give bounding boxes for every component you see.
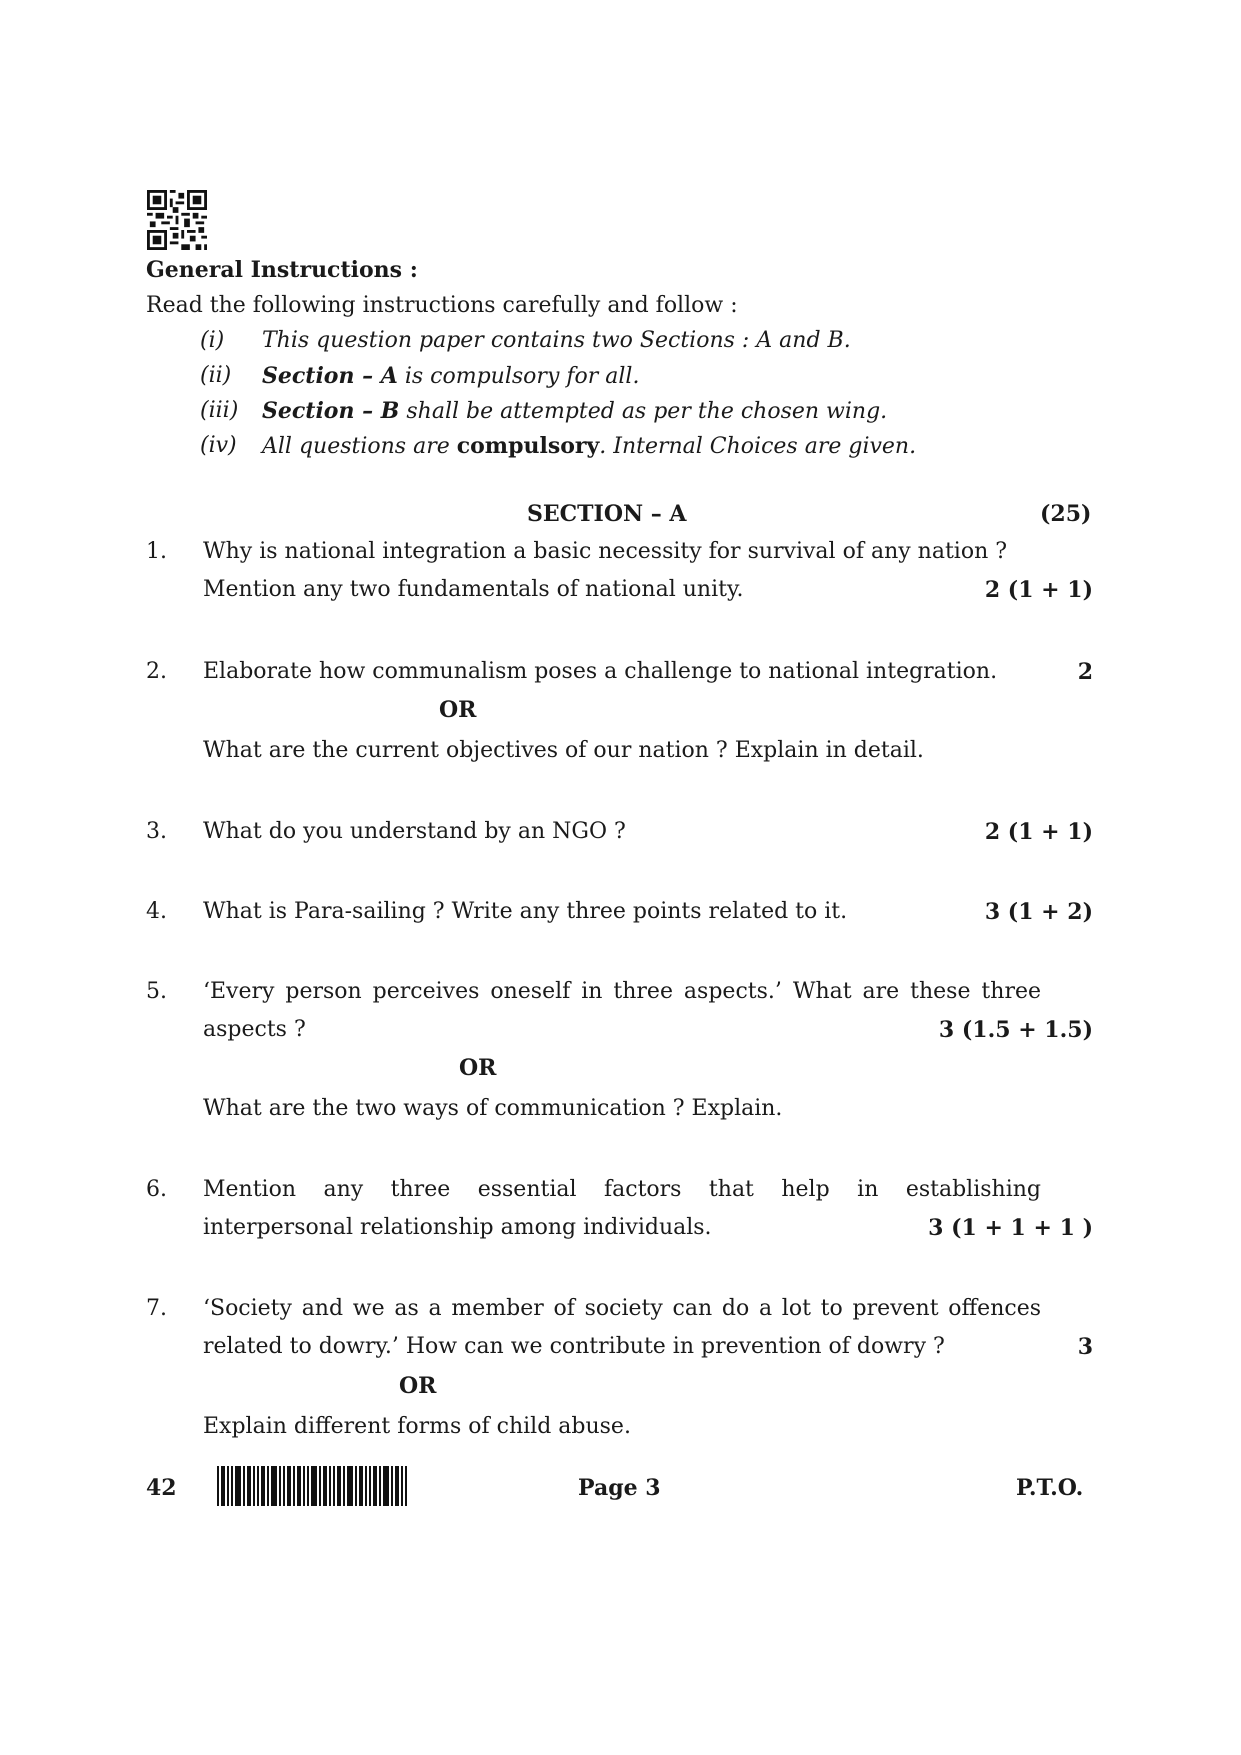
question-text: ‘Society and we as a member of society can do a lot to prevent offences — [203, 1296, 1041, 1321]
question-text: ‘Every person perceives oneself in three aspects.’ What are these three — [203, 979, 1041, 1004]
instruction-text: shall be attempted as per the chosen wing. — [399, 399, 888, 424]
question-marks: 3 (1 + 1 + 1 ) — [928, 1215, 1093, 1241]
question-text: related to dowry.’ How can we contribute in prevention of dowry ? — [203, 1334, 945, 1359]
question-marks: 3 (1.5 + 1.5) — [938, 1017, 1093, 1043]
instruction-bold: Section – B — [262, 398, 400, 424]
section-title: SECTION – A — [527, 501, 687, 527]
instructions-title: General Instructions : — [146, 257, 418, 283]
instruction-number: (iii) — [200, 398, 239, 423]
page-number: Page 3 — [578, 1475, 661, 1501]
qr-code — [146, 190, 208, 250]
instruction-text: All questions are — [262, 434, 457, 459]
question-alternative: What are the current objectives of our nation ? Explain in detail. — [203, 738, 924, 763]
paper-code: 42 — [146, 1475, 177, 1501]
pto-label: P.T.O. — [1016, 1475, 1084, 1501]
question-number: 7. — [146, 1296, 167, 1321]
question-text: What do you understand by an NGO ? — [203, 819, 626, 844]
question-text: interpersonal relationship among individuals. — [203, 1215, 712, 1240]
question-text: What is Para-sailing ? Write any three points related to it. — [203, 899, 848, 924]
question-marks: 3 (1 + 2) — [984, 899, 1093, 925]
instruction-number: (i) — [200, 328, 225, 353]
question-marks: 3 — [1077, 1334, 1093, 1360]
or-divider: OR — [439, 697, 477, 723]
question-alternative: Explain different forms of child abuse. — [203, 1414, 631, 1439]
question-number: 6. — [146, 1177, 167, 1202]
instructions-lead: Read the following instructions carefully and follow : — [146, 293, 738, 318]
instruction-text: is compulsory for all. — [397, 364, 640, 389]
instruction-bold: Section – A — [262, 363, 398, 389]
question-text: Why is national integration a basic necessity for survival of any nation ? — [203, 539, 1008, 564]
instruction-text: This question paper contains two Sections : A and B. — [262, 328, 851, 353]
question-marks: 2 (1 + 1) — [984, 577, 1093, 603]
question-text: Mention any two fundamentals of national unity. — [203, 577, 744, 602]
question-text: Mention any three essential factors that help in establishing — [203, 1177, 1041, 1202]
barcode — [217, 1466, 407, 1506]
or-divider: OR — [399, 1373, 437, 1399]
question-number: 3. — [146, 819, 167, 844]
question-marks: 2 (1 + 1) — [984, 819, 1093, 845]
question-number: 1. — [146, 539, 167, 564]
question-text: aspects ? — [203, 1017, 306, 1042]
instruction-text: . Internal Choices are given. — [599, 434, 917, 459]
question-alternative: What are the two ways of communication ? Explain. — [203, 1096, 783, 1121]
section-marks: (25) — [1040, 501, 1092, 527]
question-text: Elaborate how communalism poses a challenge to national integration. — [203, 659, 998, 684]
or-divider: OR — [459, 1055, 497, 1081]
question-number: 5. — [146, 979, 167, 1004]
instruction-number: (iv) — [200, 433, 237, 458]
instruction-bold: compulsory — [456, 433, 600, 459]
question-number: 2. — [146, 659, 167, 684]
question-number: 4. — [146, 899, 167, 924]
instruction-number: (ii) — [200, 363, 232, 388]
question-marks: 2 — [1077, 659, 1093, 685]
